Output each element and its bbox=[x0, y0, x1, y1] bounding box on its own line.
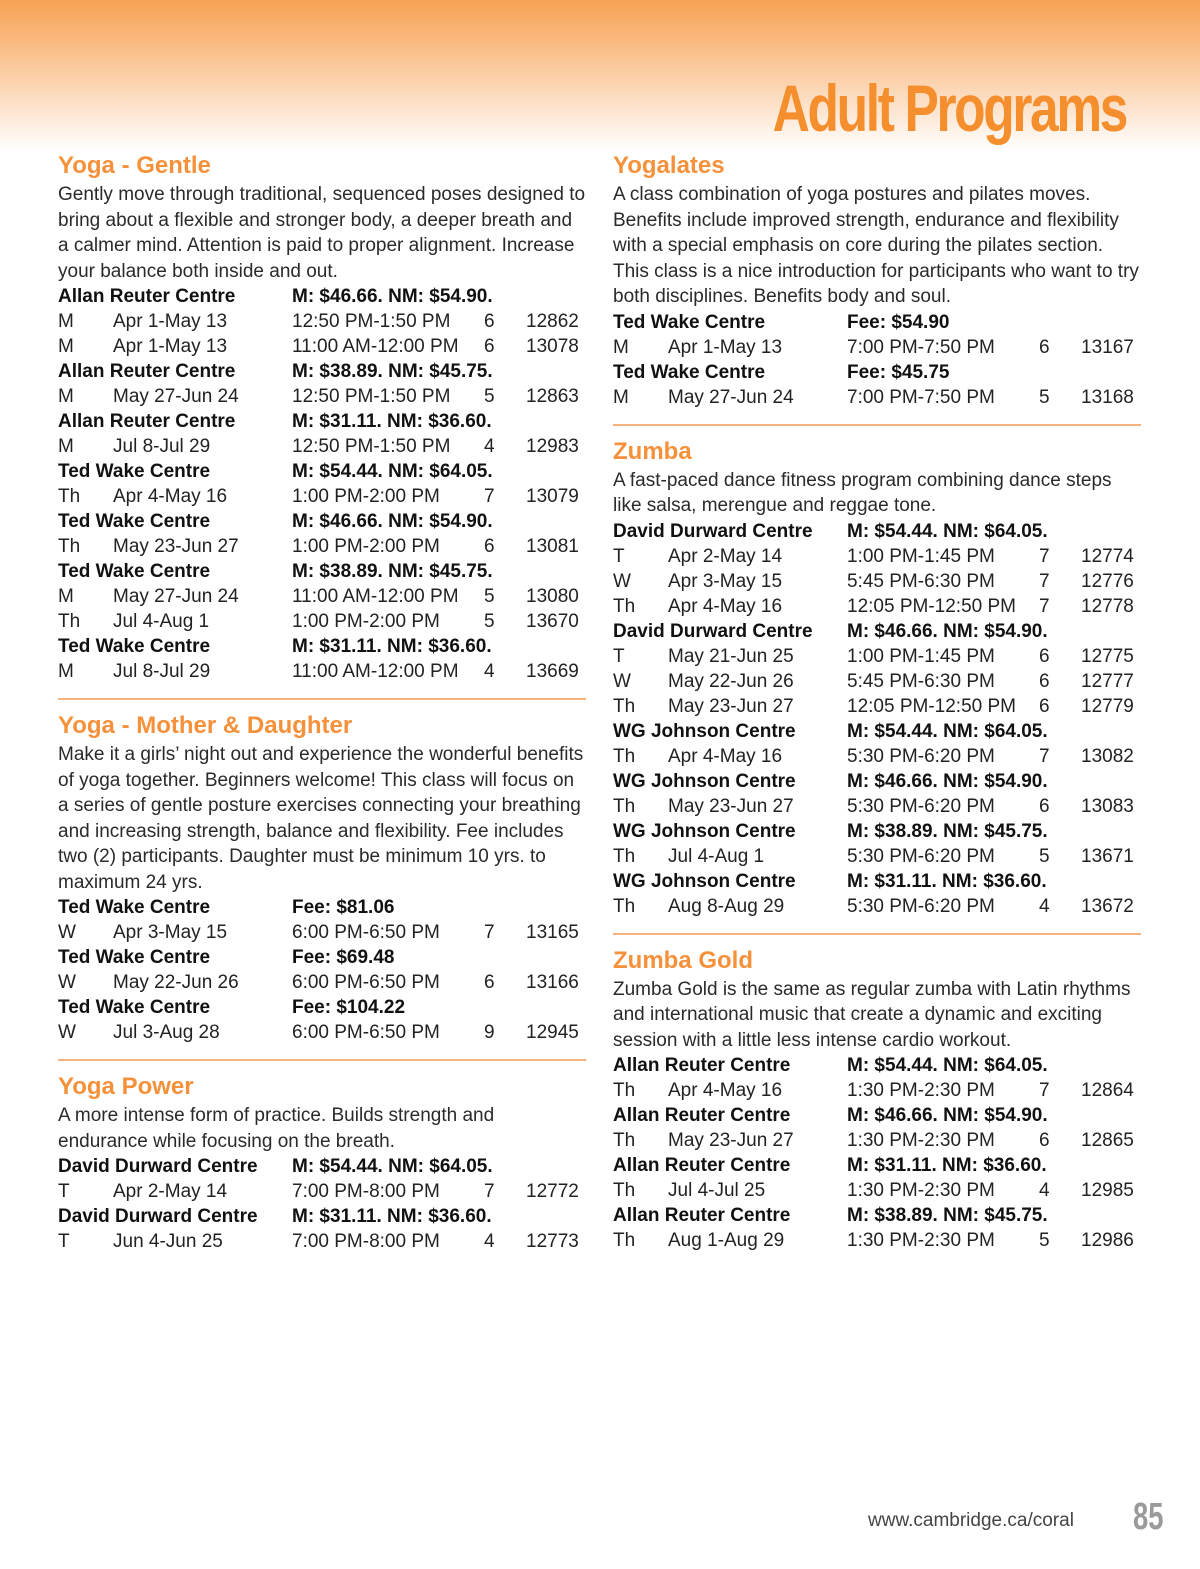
class-sessions: 6 bbox=[1039, 670, 1050, 692]
page-title: Adult Programs bbox=[772, 71, 1126, 145]
class-day: Th bbox=[613, 1230, 636, 1251]
class-dates: Jul 4-Jul 25 bbox=[668, 1180, 766, 1201]
class-row bbox=[613, 794, 1141, 819]
class-row bbox=[613, 844, 1141, 869]
location-name: Allan Reuter Centre bbox=[613, 1155, 791, 1176]
class-dates: May 22-Jun 26 bbox=[113, 972, 239, 993]
class-dates: Apr 2-May 14 bbox=[113, 1181, 228, 1202]
class-time: 11:00 AM-12:00 PM bbox=[292, 586, 459, 607]
fee-text: M: $31.11. NM: $36.60. bbox=[847, 1155, 1047, 1176]
location-name: WG Johnson Centre bbox=[613, 720, 796, 742]
program-description: A more intense form of practice. Builds strength and endurance while focusing on the breath. bbox=[58, 1105, 495, 1152]
class-time: 5:45 PM-6:30 PM bbox=[847, 670, 995, 692]
fee-text: M: $46.66. NM: $54.90. bbox=[847, 770, 1048, 792]
location-name: Ted Wake Centre bbox=[58, 561, 211, 582]
location-name: Allan Reuter Centre bbox=[613, 1205, 791, 1226]
location-name: Allan Reuter Centre bbox=[58, 286, 236, 307]
class-sessions: 4 bbox=[484, 436, 495, 457]
location-name: Ted Wake Centre bbox=[58, 897, 211, 918]
class-sessions: 5 bbox=[1039, 1230, 1050, 1251]
section-divider bbox=[58, 1059, 586, 1061]
fee-text: M: $31.11. NM: $36.60. bbox=[292, 636, 492, 657]
fee-text: M: $54.44. NM: $64.05. bbox=[847, 720, 1048, 742]
class-day: W bbox=[58, 972, 76, 993]
class-dates: May 27-Jun 24 bbox=[113, 586, 239, 607]
class-time: 12:05 PM-12:50 PM bbox=[847, 695, 1016, 717]
class-sessions: 6 bbox=[1039, 1130, 1050, 1151]
section-divider bbox=[613, 424, 1141, 426]
class-sessions: 4 bbox=[1039, 1180, 1050, 1201]
class-day: M bbox=[613, 336, 629, 358]
class-dates: Apr 4-May 16 bbox=[668, 1080, 783, 1101]
class-time: 1:30 PM-2:30 PM bbox=[847, 1080, 995, 1101]
class-row bbox=[613, 694, 1141, 719]
location-name: David Durward Centre bbox=[58, 1156, 258, 1177]
class-day: M bbox=[58, 336, 74, 357]
class-row bbox=[58, 1179, 586, 1204]
class-time: 5:30 PM-6:20 PM bbox=[847, 795, 995, 817]
class-code: 13079 bbox=[526, 486, 579, 507]
class-code: 12777 bbox=[1081, 670, 1134, 692]
class-day: Th bbox=[613, 845, 636, 867]
class-time: 1:00 PM-2:00 PM bbox=[292, 536, 440, 557]
location-fee-row bbox=[613, 819, 1141, 844]
class-row bbox=[58, 920, 586, 945]
class-code: 13166 bbox=[526, 972, 579, 993]
class-sessions: 6 bbox=[484, 972, 495, 993]
location-fee-row bbox=[58, 409, 586, 434]
fee-text: M: $31.11. NM: $36.60. bbox=[847, 870, 1047, 892]
location-fee-row bbox=[58, 284, 586, 309]
class-dates: May 23-Jun 27 bbox=[668, 695, 794, 717]
program-title: Yoga - Mother & Daughter bbox=[58, 712, 353, 739]
class-row bbox=[613, 385, 1141, 410]
class-dates: Apr 4-May 16 bbox=[668, 595, 783, 617]
section-divider bbox=[613, 933, 1141, 935]
class-day: Th bbox=[613, 795, 636, 817]
fee-text: M: $46.66. NM: $54.90. bbox=[292, 511, 493, 532]
fee-text: M: $38.89. NM: $45.75. bbox=[847, 1205, 1048, 1226]
location-name: WG Johnson Centre bbox=[613, 770, 796, 792]
location-name: Ted Wake Centre bbox=[58, 636, 211, 657]
class-sessions: 9 bbox=[484, 1022, 495, 1043]
fee-text: M: $46.66. NM: $54.90. bbox=[292, 286, 493, 307]
class-time: 7:00 PM-7:50 PM bbox=[847, 336, 995, 358]
class-day: M bbox=[58, 386, 74, 407]
class-dates: Apr 4-May 16 bbox=[113, 486, 228, 507]
class-sessions: 6 bbox=[484, 336, 495, 357]
fee-text: Fee: $81.06 bbox=[292, 897, 395, 918]
class-day: M bbox=[58, 661, 74, 682]
program-description: A fast-paced dance fitness program combining dance steps like salsa, merengue and reggae tone. bbox=[613, 469, 1112, 516]
location-fee-row bbox=[613, 1053, 1141, 1078]
class-sessions: 5 bbox=[484, 386, 495, 407]
class-code: 12985 bbox=[1081, 1180, 1134, 1201]
program-section bbox=[613, 150, 1141, 410]
section-divider bbox=[58, 698, 586, 700]
location-name: Ted Wake Centre bbox=[58, 461, 211, 482]
location-fee-row bbox=[58, 945, 586, 970]
class-sessions: 4 bbox=[484, 661, 495, 682]
class-day: Th bbox=[58, 486, 81, 507]
program-section bbox=[58, 150, 586, 684]
class-dates: May 27-Jun 24 bbox=[668, 386, 794, 408]
program-title: Zumba Gold bbox=[613, 946, 753, 974]
location-fee-row bbox=[613, 310, 1141, 335]
class-row bbox=[58, 309, 586, 334]
class-row bbox=[613, 1178, 1141, 1203]
class-day: Th bbox=[613, 1180, 636, 1201]
class-code: 12773 bbox=[526, 1231, 579, 1252]
class-dates: May 23-Jun 27 bbox=[668, 1130, 794, 1151]
class-time: 1:00 PM-2:00 PM bbox=[292, 486, 440, 507]
class-sessions: 7 bbox=[484, 1181, 495, 1202]
fee-text: M: $54.44. NM: $64.05. bbox=[847, 520, 1048, 542]
location-fee-row bbox=[58, 634, 586, 659]
class-dates: Jun 4-Jun 25 bbox=[113, 1231, 223, 1252]
class-dates: Apr 1-May 13 bbox=[668, 336, 783, 358]
location-fee-row bbox=[613, 769, 1141, 794]
class-day: T bbox=[613, 545, 625, 567]
program-section bbox=[613, 436, 1141, 919]
class-day: Th bbox=[58, 611, 81, 632]
class-time: 12:50 PM-1:50 PM bbox=[292, 311, 451, 332]
class-code: 12862 bbox=[526, 311, 579, 332]
class-dates: Jul 4-Aug 1 bbox=[113, 611, 210, 632]
class-sessions: 4 bbox=[1039, 895, 1050, 917]
class-code: 12986 bbox=[1081, 1230, 1134, 1251]
class-time: 1:30 PM-2:30 PM bbox=[847, 1230, 995, 1251]
fee-text: M: $54.44. NM: $64.05. bbox=[847, 1055, 1048, 1076]
class-day: M bbox=[613, 386, 629, 408]
fee-text: M: $46.66. NM: $54.90. bbox=[847, 1105, 1048, 1126]
location-name: Ted Wake Centre bbox=[58, 947, 211, 968]
program-title: Yoga Power bbox=[58, 1073, 194, 1100]
class-row bbox=[613, 894, 1141, 919]
class-dates: Apr 3-May 15 bbox=[668, 570, 783, 592]
class-day: T bbox=[58, 1181, 70, 1202]
fee-text: Fee: $104.22 bbox=[292, 997, 406, 1018]
class-row bbox=[613, 669, 1141, 694]
fee-text: M: $38.89. NM: $45.75. bbox=[847, 820, 1048, 842]
location-fee-row bbox=[613, 1103, 1141, 1128]
location-name: Allan Reuter Centre bbox=[58, 411, 236, 432]
class-day: M bbox=[58, 311, 74, 332]
location-fee-row bbox=[613, 1203, 1141, 1228]
class-row bbox=[58, 584, 586, 609]
class-sessions: 5 bbox=[1039, 386, 1050, 408]
location-name: Ted Wake Centre bbox=[613, 311, 766, 333]
class-code: 12772 bbox=[526, 1181, 579, 1202]
class-row bbox=[613, 1128, 1141, 1153]
class-day: Th bbox=[613, 745, 636, 767]
class-day: W bbox=[613, 670, 631, 692]
class-dates: Aug 1-Aug 29 bbox=[668, 1230, 785, 1251]
program-description: Make it a girls’ night out and experience the wonderful benefits of yoga together. Beginners welcome! This class will focus on a series of gentle posture exercises connecting your breathing and increasing strength, balance and flexibility. Fee includes two (2) participants. Daughter must be minimum 10 yrs. to maximum 24 yrs. bbox=[58, 744, 584, 893]
class-day: M bbox=[58, 586, 74, 607]
location-name: Allan Reuter Centre bbox=[58, 361, 236, 382]
class-row bbox=[58, 1229, 586, 1254]
class-time: 7:00 PM-7:50 PM bbox=[847, 386, 995, 408]
class-code: 13168 bbox=[1081, 386, 1134, 408]
location-fee-row bbox=[613, 719, 1141, 744]
class-row bbox=[58, 970, 586, 995]
fee-text: M: $31.11. NM: $36.60. bbox=[292, 1206, 492, 1227]
location-name: Ted Wake Centre bbox=[58, 511, 211, 532]
class-code: 12863 bbox=[526, 386, 579, 407]
class-row bbox=[58, 609, 586, 634]
class-sessions: 4 bbox=[484, 1231, 495, 1252]
fee-text: Fee: $45.75 bbox=[847, 361, 950, 383]
location-fee-row bbox=[58, 559, 586, 584]
program-description: Gently move through traditional, sequenced poses designed to bring about a flexible and stronger body, a deeper breath and a calmer mind. Attention is paid to proper alignment. Increase your balance both inside and out. bbox=[58, 184, 586, 282]
fee-text: M: $38.89. NM: $45.75. bbox=[292, 361, 493, 382]
class-time: 11:00 AM-12:00 PM bbox=[292, 661, 459, 682]
class-day: Th bbox=[613, 695, 636, 717]
class-sessions: 7 bbox=[1039, 595, 1050, 617]
class-time: 12:50 PM-1:50 PM bbox=[292, 436, 451, 457]
class-sessions: 6 bbox=[484, 536, 495, 557]
class-code: 12775 bbox=[1081, 645, 1134, 667]
location-fee-row bbox=[613, 1153, 1141, 1178]
class-code: 13082 bbox=[1081, 745, 1134, 767]
fee-text: M: $38.89. NM: $45.75. bbox=[292, 561, 493, 582]
class-time: 6:00 PM-6:50 PM bbox=[292, 922, 440, 943]
class-day: Th bbox=[613, 1080, 636, 1101]
class-time: 12:50 PM-1:50 PM bbox=[292, 386, 451, 407]
program-section bbox=[58, 710, 586, 1045]
class-code: 12778 bbox=[1081, 595, 1134, 617]
class-code: 13083 bbox=[1081, 795, 1134, 817]
class-row bbox=[613, 544, 1141, 569]
class-sessions: 6 bbox=[1039, 795, 1050, 817]
right-column bbox=[613, 150, 1141, 1267]
class-row bbox=[58, 484, 586, 509]
footer-url[interactable]: www.cambridge.ca/coral bbox=[868, 1510, 1074, 1531]
class-code: 13080 bbox=[526, 586, 579, 607]
class-time: 1:00 PM-1:45 PM bbox=[847, 645, 995, 667]
class-code: 13165 bbox=[526, 922, 579, 943]
class-code: 13670 bbox=[526, 611, 579, 632]
location-fee-row bbox=[58, 1154, 586, 1179]
fee-text: M: $54.44. NM: $64.05. bbox=[292, 1156, 493, 1177]
class-code: 12864 bbox=[1081, 1080, 1134, 1101]
fee-text: Fee: $69.48 bbox=[292, 947, 395, 968]
class-time: 1:30 PM-2:30 PM bbox=[847, 1130, 995, 1151]
class-dates: Jul 8-Jul 29 bbox=[113, 661, 211, 682]
class-sessions: 5 bbox=[484, 586, 495, 607]
location-name: David Durward Centre bbox=[613, 520, 813, 542]
location-name: Ted Wake Centre bbox=[58, 997, 211, 1018]
class-time: 5:30 PM-6:20 PM bbox=[847, 895, 995, 917]
class-sessions: 7 bbox=[1039, 745, 1050, 767]
class-sessions: 7 bbox=[484, 922, 495, 943]
class-dates: May 21-Jun 25 bbox=[668, 645, 794, 667]
class-day: W bbox=[58, 1022, 76, 1043]
class-row bbox=[58, 534, 586, 559]
program-title: Yoga - Gentle bbox=[58, 152, 211, 179]
location-fee-row bbox=[58, 995, 586, 1020]
class-row bbox=[58, 1020, 586, 1045]
location-fee-row bbox=[58, 895, 586, 920]
class-time: 5:45 PM-6:30 PM bbox=[847, 570, 995, 592]
class-row bbox=[613, 644, 1141, 669]
class-sessions: 5 bbox=[484, 611, 495, 632]
class-dates: Aug 8-Aug 29 bbox=[668, 895, 785, 917]
class-row bbox=[613, 1078, 1141, 1103]
program-title: Zumba bbox=[613, 437, 692, 465]
class-code: 12774 bbox=[1081, 545, 1134, 567]
class-sessions: 7 bbox=[1039, 545, 1050, 567]
class-code: 12865 bbox=[1081, 1130, 1134, 1151]
class-time: 1:30 PM-2:30 PM bbox=[847, 1180, 995, 1201]
program-description: A class combination of yoga postures and pilates moves. Benefits include improved strength, endurance and flexibility with a special emphasis on core during the pilates section. This class is a nice introduction for participants who want to try both disciplines. Benefits body and soul. bbox=[613, 184, 1139, 307]
location-fee-row bbox=[58, 459, 586, 484]
location-name: David Durward Centre bbox=[613, 620, 813, 642]
class-day: Th bbox=[613, 895, 636, 917]
location-name: WG Johnson Centre bbox=[613, 820, 796, 842]
class-dates: May 23-Jun 27 bbox=[113, 536, 239, 557]
location-name: Allan Reuter Centre bbox=[613, 1105, 791, 1126]
class-dates: May 27-Jun 24 bbox=[113, 386, 239, 407]
class-day: T bbox=[613, 645, 625, 667]
class-dates: Apr 4-May 16 bbox=[668, 745, 783, 767]
class-dates: May 23-Jun 27 bbox=[668, 795, 794, 817]
class-code: 12945 bbox=[526, 1022, 579, 1043]
class-sessions: 7 bbox=[1039, 570, 1050, 592]
program-section bbox=[58, 1071, 586, 1254]
class-code: 13081 bbox=[526, 536, 579, 557]
class-dates: Jul 3-Aug 28 bbox=[113, 1022, 220, 1043]
class-time: 12:05 PM-12:50 PM bbox=[847, 595, 1016, 617]
class-dates: Jul 4-Aug 1 bbox=[668, 845, 765, 867]
program-section bbox=[613, 945, 1141, 1254]
class-sessions: 7 bbox=[484, 486, 495, 507]
class-day: T bbox=[58, 1231, 70, 1252]
class-code: 13669 bbox=[526, 661, 579, 682]
class-time: 5:30 PM-6:20 PM bbox=[847, 745, 995, 767]
location-name: David Durward Centre bbox=[58, 1206, 258, 1227]
fee-text: Fee: $54.90 bbox=[847, 311, 950, 333]
class-time: 1:00 PM-1:45 PM bbox=[847, 545, 995, 567]
class-row bbox=[613, 569, 1141, 594]
program-title: Yogalates bbox=[613, 152, 725, 179]
location-fee-row bbox=[58, 1204, 586, 1229]
class-code: 13167 bbox=[1081, 336, 1134, 358]
class-code: 12776 bbox=[1081, 570, 1134, 592]
class-day: W bbox=[613, 570, 631, 592]
class-sessions: 6 bbox=[1039, 336, 1050, 358]
class-time: 1:00 PM-2:00 PM bbox=[292, 611, 440, 632]
class-day: Th bbox=[613, 1130, 636, 1151]
location-fee-row bbox=[58, 359, 586, 384]
class-sessions: 7 bbox=[1039, 1080, 1050, 1101]
class-dates: Jul 8-Jul 29 bbox=[113, 436, 211, 457]
program-description: Zumba Gold is the same as regular zumba with Latin rhythms and international music that create a dynamic and exciting session with a little less intense cardio workout. bbox=[613, 978, 1131, 1051]
class-day: W bbox=[58, 922, 76, 943]
class-row bbox=[58, 384, 586, 409]
class-dates: Apr 1-May 13 bbox=[113, 336, 228, 357]
class-time: 7:00 PM-8:00 PM bbox=[292, 1181, 440, 1202]
class-day: M bbox=[58, 436, 74, 457]
location-name: WG Johnson Centre bbox=[613, 870, 796, 892]
location-fee-row bbox=[613, 360, 1141, 385]
fee-text: M: $54.44. NM: $64.05. bbox=[292, 461, 493, 482]
class-dates: Apr 1-May 13 bbox=[113, 311, 228, 332]
class-dates: Apr 2-May 14 bbox=[668, 545, 783, 567]
class-row bbox=[613, 335, 1141, 360]
class-sessions: 6 bbox=[484, 311, 495, 332]
fee-text: M: $46.66. NM: $54.90. bbox=[847, 620, 1048, 642]
class-sessions: 6 bbox=[1039, 695, 1050, 717]
class-row bbox=[58, 334, 586, 359]
class-sessions: 5 bbox=[1039, 845, 1050, 867]
class-code: 13672 bbox=[1081, 895, 1134, 917]
class-row bbox=[613, 594, 1141, 619]
class-day: Th bbox=[58, 536, 81, 557]
location-fee-row bbox=[613, 869, 1141, 894]
class-time: 11:00 AM-12:00 PM bbox=[292, 336, 459, 357]
class-time: 6:00 PM-6:50 PM bbox=[292, 972, 440, 993]
class-dates: Apr 3-May 15 bbox=[113, 922, 228, 943]
class-time: 6:00 PM-6:50 PM bbox=[292, 1022, 440, 1043]
class-sessions: 6 bbox=[1039, 645, 1050, 667]
class-time: 5:30 PM-6:20 PM bbox=[847, 845, 995, 867]
class-row bbox=[58, 434, 586, 459]
class-dates: May 22-Jun 26 bbox=[668, 670, 794, 692]
class-code: 13078 bbox=[526, 336, 579, 357]
location-fee-row bbox=[58, 509, 586, 534]
location-fee-row bbox=[613, 619, 1141, 644]
class-code: 12983 bbox=[526, 436, 579, 457]
class-row bbox=[613, 1228, 1141, 1253]
location-fee-row bbox=[613, 519, 1141, 544]
class-code: 12779 bbox=[1081, 695, 1134, 717]
fee-text: M: $31.11. NM: $36.60. bbox=[292, 411, 492, 432]
class-row bbox=[58, 659, 586, 684]
left-column bbox=[58, 150, 586, 1268]
location-name: Ted Wake Centre bbox=[613, 361, 766, 383]
class-row bbox=[613, 744, 1141, 769]
class-day: Th bbox=[613, 595, 636, 617]
page-number: 85 bbox=[1133, 1496, 1164, 1538]
location-name: Allan Reuter Centre bbox=[613, 1055, 791, 1076]
class-time: 7:00 PM-8:00 PM bbox=[292, 1231, 440, 1252]
class-code: 13671 bbox=[1081, 845, 1134, 867]
